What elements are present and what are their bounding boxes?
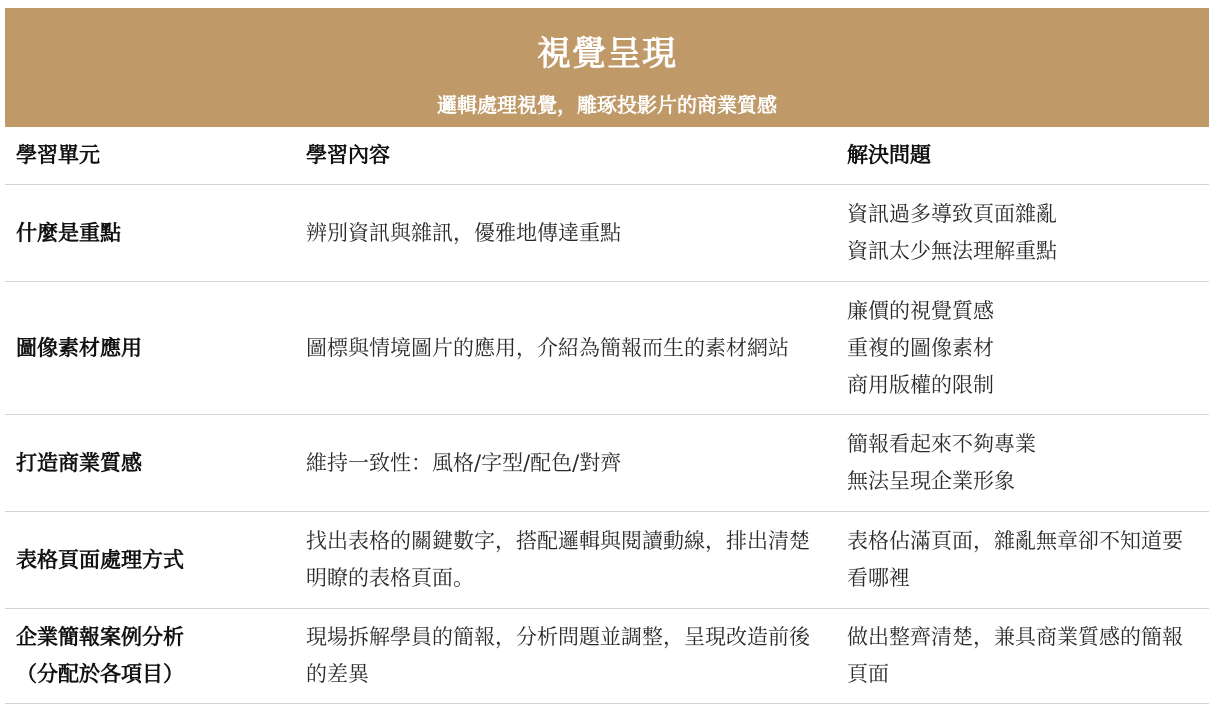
unit-cell [5,512,293,609]
column-header-unit: 學習單元 [5,127,293,185]
content-text: 圖標與情境圖片的應用，介紹為簡報而生的素材網站 [306,335,789,360]
unit-name: 打造商業質感 [16,450,142,475]
content-cell [293,185,833,282]
issue-item: 無法呈現企業形象 [847,469,1015,493]
unit-cell [5,609,293,704]
unit-name: 表格頁面處理方式 [16,547,184,572]
page-subtitle: 邏輯處理視覺，雕琢投影片的商業質感 [437,93,777,117]
content-text: 現場拆解學員的簡報，分析問題並調整，呈現改造前後的差異 [306,625,810,686]
issue-item: 資訊過多導致頁面雜亂 [847,202,1057,226]
issues-cell [833,282,1209,415]
unit-cell [5,282,293,415]
table-row [5,282,1209,415]
issue-item: 資訊太少無法理解重點 [847,239,1057,263]
content-cell [293,512,833,609]
table-row [5,512,1209,609]
unit-cell [5,185,293,282]
course-table [5,127,1209,704]
issues-cell [833,415,1209,512]
issue-item: 表格佔滿頁面，雜亂無章卻不知道要看哪裡 [847,529,1183,590]
issue-item: 重複的圖像素材 [847,335,994,360]
unit-name: 什麼是重點 [16,220,121,245]
table-row [5,185,1209,282]
content-cell [293,609,833,704]
content-text: 找出表格的關鍵數字，搭配邏輯與閱讀動線，排出清楚明瞭的表格頁面。 [306,529,810,590]
issues-cell [833,609,1209,704]
table-header-row [5,127,1209,185]
unit-name: 企業簡報案例分析 [16,625,184,649]
unit-note: （分配於各項目） [16,662,184,686]
column-header-issues: 解決問題 [833,127,1209,185]
table-row [5,609,1209,704]
issue-item: 做出整齊清楚，兼具商業質感的簡報頁面 [847,625,1183,686]
issue-item: 商用版權的限制 [847,372,994,397]
column-header-content: 學習內容 [293,127,833,185]
content-text: 辨別資訊與雜訊，優雅地傳達重點 [306,220,621,245]
content-cell [293,282,833,415]
header-banner [5,8,1209,127]
issue-item: 簡報看起來不夠專業 [847,432,1036,456]
issues-cell [833,185,1209,282]
table-row [5,415,1209,512]
page-title: 視覺呈現 [537,34,677,74]
issue-item: 廉價的視覺質感 [847,298,994,323]
content-cell [293,415,833,512]
content-text: 維持一致性：風格/字型/配色/對齊 [306,450,622,475]
issues-cell [833,512,1209,609]
unit-name: 圖像素材應用 [16,335,142,360]
unit-cell [5,415,293,512]
